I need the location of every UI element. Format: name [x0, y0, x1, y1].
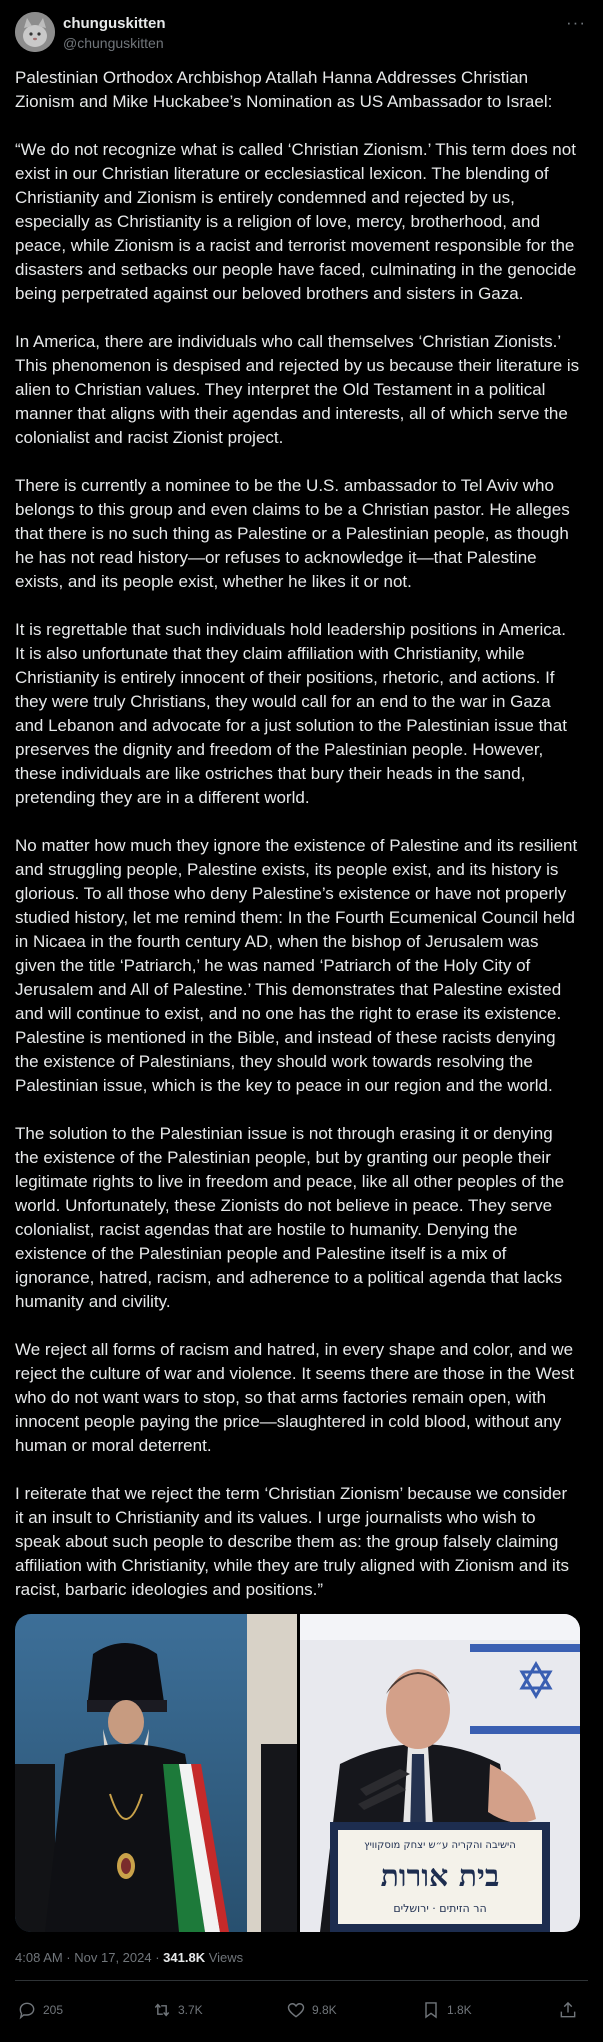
- speaker-photo[interactable]: [300, 1614, 580, 1932]
- author-display-name[interactable]: chunguskitten: [63, 15, 166, 32]
- speaker-photo-illustration: [300, 1614, 580, 1932]
- share-button[interactable]: [558, 1995, 584, 2025]
- repost-button[interactable]: [152, 1995, 203, 2025]
- post-text: [15, 66, 580, 1626]
- post-header: [15, 12, 588, 52]
- actions-divider: [15, 1980, 588, 1981]
- author-handle[interactable]: @chunguskitten: [63, 35, 164, 51]
- post-paragraph: We reject all forms of racism and hatred, in every shape and color, and we reject the culture of war and violence. It seems there are those in the West who do not want wars to stop, so that arms factories remain open, with innocent people paying the price—slaughtered in cold blood, without any human or moral deterrent.: [15, 1340, 575, 1455]
- post-paragraph: “We do not recognize what is called ‘Christian Zionism.’ This term does not exist in our Christian literature or ecclesiastical lexicon. The blending of Christianity and Zionism is entirely condemned and rejected by us, especially as Christianity is a religion of love, mercy, brotherhood, and peace, while Zionism is a racist and terrorist movement responsible for the disasters and setbacks our people have faced, culminating in the genocide being perpetrated against our beloved brothers and sisters in Gaza.: [15, 140, 577, 303]
- podium-sign-line1: הישיבה והקריה ע״ש יצחק מוסקוויץ: [364, 1840, 516, 1851]
- archbishop-photo[interactable]: [15, 1614, 297, 1932]
- repost-count: 3.7K: [178, 2003, 203, 2017]
- avatar[interactable]: [15, 12, 55, 52]
- post-paragraph: Palestinian Orthodox Archbishop Atallah Hanna Addresses Christian Zionism and Mike Huckabee’s Nomination as US Ambassador to Israel:: [15, 68, 553, 111]
- reply-icon: [17, 2000, 37, 2020]
- post-paragraph: In America, there are individuals who call themselves ‘Christian Zionists.’ This phenomenon is despised and rejected by us because their literature is alien to Christian values. They interpret the Old Testament in a political manner that aligns with their agendas and interests, all of which serve the colonialist and racist Zionist project.: [15, 332, 580, 447]
- reply-count: 205: [43, 2003, 64, 2017]
- meta-separator: ·: [151, 1950, 164, 1965]
- repost-icon: [152, 2000, 172, 2020]
- post-paragraph: The solution to the Palestinian issue is not through erasing it or denying the existence of the Palestinian people, but by granting our people their legitimate rights to live in freedom and peace, like all other peoples of the world. Unfortunately, these Zionists do not believe in peace. They serve colonialist, racist agendas that are hostile to humanity. Denying the existence of the Palestinian people and Palestine itself is a mix of ignorance, hatred, racism, and adherence to a political agenda that lacks humanity and civility.: [15, 1124, 565, 1311]
- bookmark-button[interactable]: [421, 1995, 472, 2025]
- post-paragraph: It is regrettable that such individuals hold leadership positions in America. It is also unfortunate that they claim affiliation with Christianity, while Christianity is entirely innocent of their positions, rhetoric, and actions. If they were truly Christians, they would call for an end to the war in Gaza and Lebanon and advocate for a just solution to the Palestinian issue that preserves the dignity and freedom of the Palestinian people. However, these individuals are like ostriches that bury their heads in the sand, pretending they are in a different world.: [15, 620, 567, 807]
- more-options-icon[interactable]: ···: [566, 13, 586, 32]
- post-meta: [15, 1949, 243, 1967]
- action-bar: [15, 1995, 588, 2025]
- post-media: [15, 1614, 580, 1932]
- views-count: 341.8K: [163, 1950, 206, 1965]
- share-icon: [558, 2000, 578, 2020]
- archbishop-photo-illustration: [15, 1614, 297, 1932]
- post-paragraph: There is currently a nominee to be the U.S. ambassador to Tel Aviv who belongs to this group and even claims to be a Christian pastor. He alleges that there is no such thing as Palestine or a Palestinian people, as though he has not read history—or refuses to acknowledge it—that Palestine exists, and its people exist, whether he likes it or not.: [15, 476, 570, 591]
- post-timestamp[interactable]: 4:08 AM · Nov 17, 2024: [15, 1950, 152, 1965]
- reply-button[interactable]: [17, 1995, 63, 2025]
- author-info: [63, 15, 166, 52]
- podium-sign-line2: בית אורות: [380, 1859, 500, 1894]
- avatar-image: [15, 12, 55, 52]
- bookmark-icon: [421, 2000, 441, 2020]
- bookmark-count: 1.8K: [447, 2003, 472, 2017]
- podium-sign-line3: הר הזיתים · ירושלים: [393, 1902, 487, 1915]
- like-button[interactable]: [286, 1995, 337, 2025]
- like-count: 9.8K: [312, 2003, 337, 2017]
- views-label: Views: [205, 1950, 244, 1965]
- post-paragraph: No matter how much they ignore the existence of Palestine and its resilient and struggling people, Palestine exists, its people exist, and its history is glorious. To all those who deny Palestine’s existence or have not properly studied history, let me remind them: In the Fourth Ecumenical Council held in Nicaea in the fourth century AD, when the bishop of Jerusalem was given the title ‘Patriarch,’ he was named ‘Patriarch of the Holy City of Jerusalem and All of Palestine.’ This demonstrates that Palestine existed and will continue to exist, and no one has the right to erase its existence. Palestine is mentioned in the Bible, and instead of these racists denying the existence of Palestinians, they should work towards resolving the Palestinian issue, which is the key to peace in our region and the world.: [15, 836, 578, 1095]
- heart-icon: [286, 2000, 306, 2020]
- post-paragraph: I reiterate that we reject the term ‘Christian Zionism’ because we consider it an insult to Christianity and its values. I urge journalists who wish to speak about such people to describe them as: the group falsely claiming affiliation with Christianity, while they are truly aligned with Zionism and its racist, barbaric ideologies and positions.”: [15, 1484, 570, 1599]
